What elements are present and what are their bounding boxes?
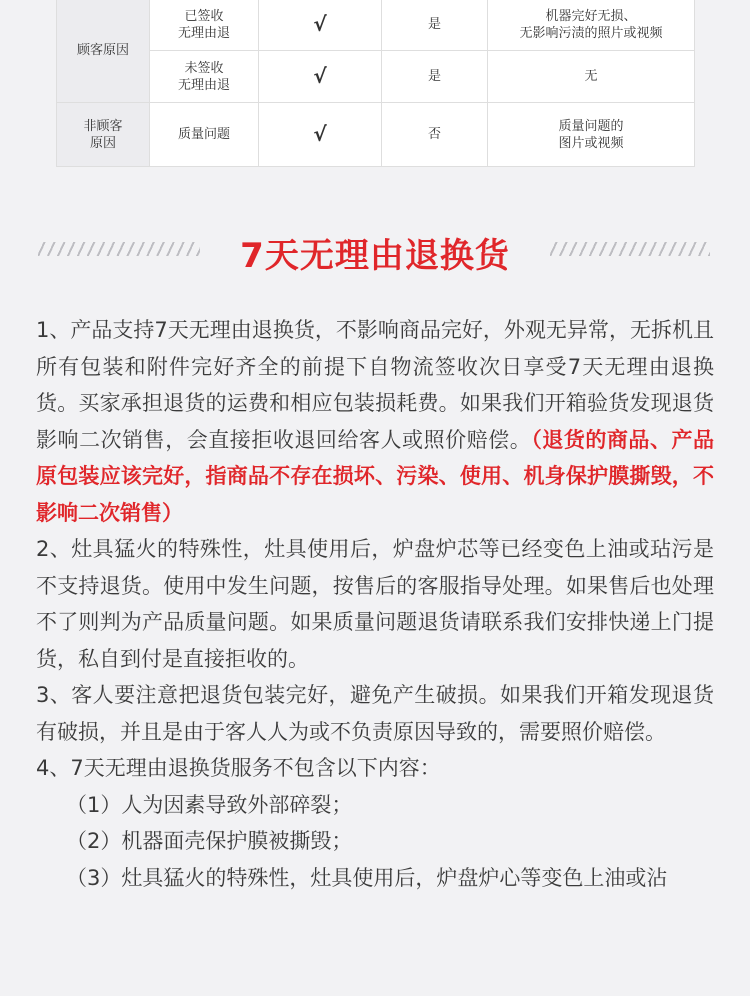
exclusion-item-2: （2）机器面壳保护膜被撕毁； bbox=[66, 829, 353, 853]
evidence-cell: 无 bbox=[488, 51, 695, 103]
policy-item-4: 4、7天无理由退换货服务不包含以下内容： bbox=[36, 756, 441, 780]
table-row bbox=[57, 103, 695, 167]
section-title: 7天无理由退换货 bbox=[240, 236, 510, 276]
reason-cell: 质量问题 bbox=[150, 103, 259, 167]
policy-text bbox=[36, 312, 714, 896]
check-mark-icon: √ bbox=[259, 103, 382, 167]
section-heading bbox=[0, 222, 750, 278]
category-cell: 顾客原因 bbox=[57, 0, 150, 103]
exclusion-item-3: （3）灶具猛火的特殊性，灶具使用后，炉盘炉心等变色上油或沾 bbox=[66, 865, 668, 890]
shipping-cell: 是 bbox=[382, 0, 488, 51]
evidence-cell: 机器完好无损、 无影响污渍的照片或视频 bbox=[488, 0, 695, 51]
decorative-hatch-left bbox=[38, 242, 200, 256]
policy-item-2: 2、灶具猛火的特殊性，灶具使用后，炉盘炉芯等已经变色上油或玷污是不支持退货。使用中发生问题，按售后的客服指导处理。如果售后也处理不了则判为产品质量问题。如果质量问题退货请联系我们安排快递上门提货，私自到付是直接拒收的。 bbox=[36, 537, 714, 671]
policy-item-1-warning: （退货的商品、产品原包装应该完好，指商品不存在损坏、污染、使用、机身保护膜撕毁，不影响二次销售） bbox=[36, 427, 715, 525]
reason-cell: 已签收 无理由退 bbox=[150, 0, 259, 51]
category-cell: 非顾客 原因 bbox=[57, 103, 150, 167]
check-mark-icon: √ bbox=[259, 0, 382, 51]
decorative-hatch-right bbox=[550, 242, 710, 256]
policy-item-1 bbox=[36, 312, 714, 531]
evidence-cell: 质量问题的 图片或视频 bbox=[488, 103, 695, 167]
check-mark-icon: √ bbox=[259, 51, 382, 103]
shipping-cell: 是 bbox=[382, 51, 488, 103]
policy-item-3: 3、客人要注意把退货包装完好，避免产生破损。如果我们开箱发现退货有破损，并且是由于客人人为或不负责原因导致的，需要照价赔偿。 bbox=[36, 683, 714, 744]
return-policy-table bbox=[56, 0, 694, 167]
reason-cell: 未签收 无理由退 bbox=[150, 51, 259, 103]
table-row bbox=[57, 51, 695, 103]
policy-item-1-text: 1、产品支持7天无理由退换货，不影响商品完好，外观无异常，无拆机且所有包装和附件完好齐全的前提下自物流签收次日享受7天无理由退换货。买家承担退货的运费和相应包装损耗费。如果我们开箱验货发现退货影响二次销售，会直接拒收退回给客人或照价赔偿。 bbox=[36, 318, 714, 452]
exclusion-item-1: （1）人为因素导致外部碎裂； bbox=[66, 792, 353, 817]
table-row bbox=[57, 0, 695, 51]
shipping-cell: 否 bbox=[382, 103, 488, 167]
